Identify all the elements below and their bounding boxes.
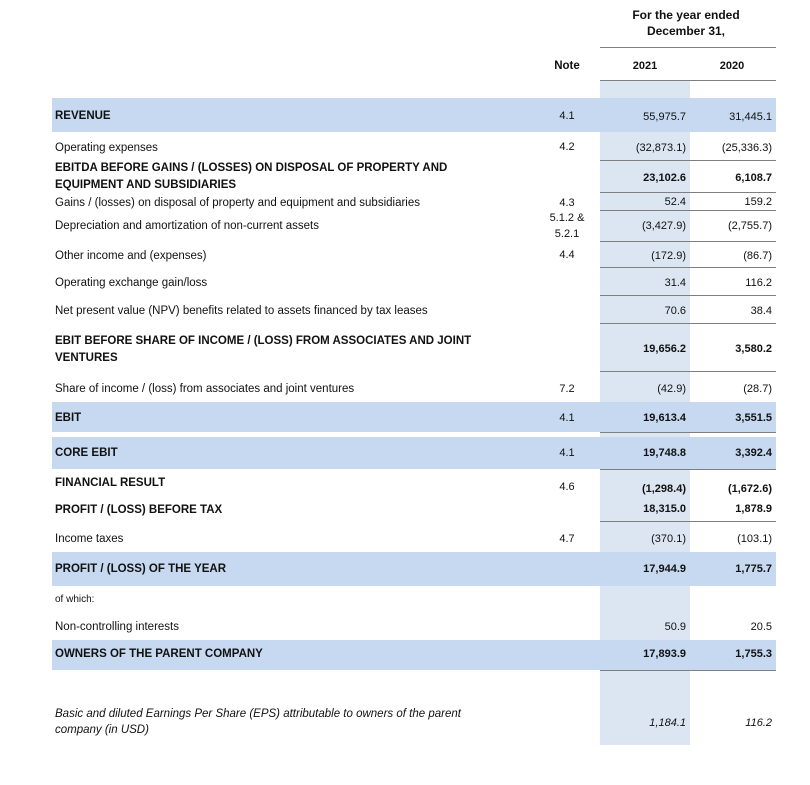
core-ebit-2020: 3,392.4 <box>735 447 772 459</box>
header-rule-top <box>600 47 776 48</box>
revenue-label: REVENUE <box>55 110 111 122</box>
depreciation-2021: (3,427.9) <box>641 220 686 232</box>
opex-note: 4.2 <box>559 141 575 153</box>
opex-2020: (25,336.3) <box>721 142 772 154</box>
fx-label: Operating exchange gain/loss <box>55 277 208 289</box>
gains-note: 4.3 <box>559 197 575 209</box>
gains-2021: 52.4 <box>664 196 686 208</box>
nci-2020: 20.5 <box>750 621 772 633</box>
pbt-2021: 18,315.0 <box>643 503 686 515</box>
eps-label-line1: Basic and diluted Earnings Per Share (EPS) attributable to owners of the parent <box>55 708 461 720</box>
depreciation-note-line2: 5.2.1 <box>554 228 580 240</box>
eps-2020: 116.2 <box>745 717 772 729</box>
share-income-label: Share of income / (loss) from associates and joint ventures <box>55 383 355 395</box>
profit-2020: 1,775.7 <box>735 563 772 575</box>
ebit-2021: 19,613.4 <box>643 412 686 424</box>
of-which-label: of which: <box>55 594 95 605</box>
ebitda-label-line2: EQUIPMENT AND SUBSIDIARIES <box>55 179 237 191</box>
pbt-rule <box>600 521 776 522</box>
core-ebit-2021: 19,748.8 <box>643 447 686 459</box>
owners-2020: 1,755.3 <box>735 648 772 660</box>
other-income-rule <box>600 267 776 268</box>
ebit-before-2021: 19,656.2 <box>643 343 686 355</box>
ebit-2020: 3,551.5 <box>735 412 772 424</box>
pbt-label: PROFIT / (LOSS) BEFORE TAX <box>55 504 223 516</box>
ebitda-label-line1: EBITDA BEFORE GAINS / (LOSSES) ON DISPOSAL OF PROPERTY AND <box>55 162 448 174</box>
taxes-label: Income taxes <box>55 533 124 545</box>
ebit-note: 4.1 <box>559 412 575 424</box>
ebit-label: EBIT <box>55 412 82 424</box>
profit-label: PROFIT / (LOSS) OF THE YEAR <box>55 563 227 575</box>
depreciation-note-line1: 5.1.2 & <box>549 212 585 224</box>
gains-2020: 159.2 <box>744 196 772 208</box>
nci-2021: 50.9 <box>664 621 686 633</box>
npv-rule <box>600 323 776 324</box>
period-line1: For the year ended <box>632 8 740 22</box>
taxes-2020: (103.1) <box>737 533 772 545</box>
other-income-label: Other income and (expenses) <box>55 250 207 262</box>
gains-label: Gains / (losses) on disposal of property and equipment and subsidiaries <box>55 197 421 209</box>
opex-2021: (32,873.1) <box>635 142 686 154</box>
profit-2021: 17,944.9 <box>643 563 686 575</box>
period-header <box>600 8 772 38</box>
npv-2021: 70.6 <box>664 305 686 317</box>
ebit-before-2020: 3,580.2 <box>735 343 772 355</box>
opex-label: Operating expenses <box>55 142 158 154</box>
fx-2020: 116.2 <box>745 277 772 289</box>
owners-rule <box>600 670 776 671</box>
ebit-before-rule <box>600 371 776 372</box>
eps-2021: 1,184.1 <box>649 717 686 729</box>
opex-rule <box>600 160 776 161</box>
other-income-2021: (172.9) <box>651 250 686 262</box>
share-income-note: 7.2 <box>559 383 575 395</box>
gains-rule <box>600 210 776 211</box>
depreciation-label: Depreciation and amortization of non-current assets <box>55 220 320 232</box>
ebit-rule <box>600 432 776 433</box>
period-line2: December 31, <box>646 24 726 38</box>
other-income-2020: (86.7) <box>743 250 772 262</box>
revenue-note: 4.1 <box>559 110 575 122</box>
year-2020-header: 2020 <box>719 60 745 72</box>
ebit-before-label-line1: EBIT BEFORE SHARE OF INCOME / (LOSS) FROM ASSOCIATES AND JOINT <box>55 335 472 347</box>
taxes-2021: (370.1) <box>651 533 686 545</box>
eps-label-line2: company (in USD) <box>55 724 149 736</box>
owners-2021: 17,893.9 <box>643 648 686 660</box>
share-income-2020: (28.7) <box>743 383 772 395</box>
ebitda-2021: 23,102.6 <box>643 172 686 184</box>
revenue-2020: 31,445.1 <box>729 111 772 123</box>
npv-2020: 38.4 <box>750 305 772 317</box>
depreciation-rule <box>600 241 776 242</box>
depreciation-2020: (2,755.7) <box>727 220 772 232</box>
revenue-2021: 55,975.7 <box>643 111 686 123</box>
fx-2021: 31.4 <box>664 277 686 289</box>
year-2021-header: 2021 <box>632 60 658 72</box>
financial-2020: (1,672.6) <box>727 483 772 495</box>
pbt-2020: 1,878.9 <box>735 503 772 515</box>
nci-label: Non-controlling interests <box>55 621 180 633</box>
other-income-note: 4.4 <box>559 249 575 261</box>
fx-rule <box>600 295 776 296</box>
financial-2021: (1,298.4) <box>641 483 686 495</box>
ebitda-2020: 6,108.7 <box>735 172 772 184</box>
ebit-before-label-line2: VENTURES <box>55 352 118 364</box>
financial-note: 4.6 <box>559 481 575 493</box>
ebitda-rule <box>600 192 776 193</box>
core-ebit-rule <box>600 469 776 470</box>
owners-label: OWNERS OF THE PARENT COMPANY <box>55 648 263 660</box>
header-rule-bottom <box>600 80 776 81</box>
taxes-note: 4.7 <box>559 533 575 545</box>
core-ebit-label: CORE EBIT <box>55 447 118 459</box>
core-ebit-note: 4.1 <box>559 447 575 459</box>
financial-label: FINANCIAL RESULT <box>55 477 166 489</box>
note-header: Note <box>554 60 580 72</box>
share-income-2021: (42.9) <box>657 383 686 395</box>
npv-label: Net present value (NPV) benefits related to assets financed by tax leases <box>55 305 428 317</box>
